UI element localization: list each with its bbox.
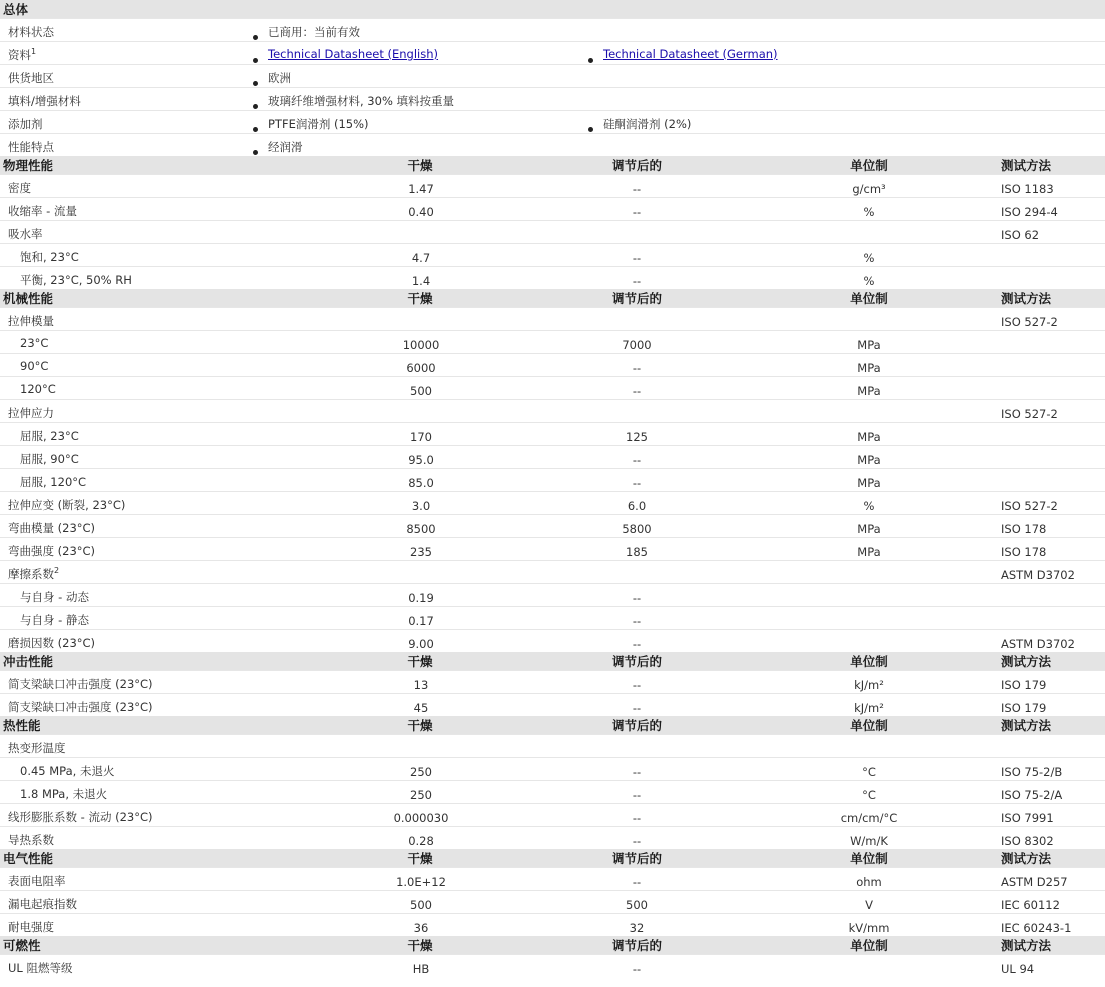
value-conditioned: -- [632,361,642,375]
value-conditioned: -- [632,205,642,219]
property-label [8,873,66,889]
column-dry: 干燥 [407,718,433,733]
column-test-method: 测试方法 [1001,938,1052,953]
value-test-method: ISO 179 [1001,701,1047,715]
property-label-text: 与自身 - 静态 [20,613,89,627]
value-test-method: ISO 294-4 [1001,205,1058,219]
property-label [8,203,77,219]
property-label-text: 耐电强度 [8,920,54,934]
value-unit: MPa [857,338,881,352]
value-conditioned: -- [632,384,642,398]
property-label [8,809,153,825]
property-label [20,451,79,467]
bullet-dot [253,127,258,132]
value-conditioned: -- [632,765,642,779]
column-unit: 单位制 [850,291,888,306]
column-test-method: 测试方法 [1001,851,1052,866]
property-label [8,832,54,848]
section-title: 物理性能 [3,158,54,173]
property-label [8,24,54,40]
value-unit: % [863,274,875,288]
property-label-text: 导热系数 [8,833,54,847]
column-conditioned: 调节后的 [611,851,663,866]
value-conditioned: -- [632,678,642,692]
property-value: PTFE润滑剂 (15%) [268,117,369,131]
column-unit: 单位制 [850,654,888,669]
property-row [0,330,1105,354]
property-label-text: 表面电阻率 [8,874,66,888]
column-test-method: 测试方法 [1001,718,1052,733]
bullet-dot [253,35,258,40]
property-label [8,313,54,329]
property-label-text: 屈服, 23°C [20,429,79,443]
property-label [8,116,43,132]
property-label-text: 23°C [20,336,49,350]
property-label [20,763,114,779]
property-label [8,70,54,86]
value-unit: MPa [857,384,881,398]
property-label [20,249,79,265]
property-label-text: 添加剂 [8,117,43,131]
value-dry: 500 [410,384,432,398]
value-unit: MPa [857,361,881,375]
property-row [0,803,1105,827]
value-unit: °C [862,765,876,779]
value-conditioned: -- [632,453,642,467]
property-label [8,47,36,63]
property-row [0,826,1105,850]
property-label [20,382,56,396]
property-row [0,445,1105,469]
property-row [0,243,1105,267]
property-label [20,428,79,444]
section-header [0,849,1105,867]
value-dry: 13 [413,678,429,692]
property-row [0,353,1105,377]
general-row [0,64,1105,88]
section-header [0,156,1105,174]
property-label-text: 拉伸模量 [8,314,54,328]
value-unit: kV/mm [848,921,890,935]
property-row [0,468,1105,492]
column-conditioned: 调节后的 [611,718,663,733]
value-unit: ohm [856,875,882,889]
property-row [0,757,1105,781]
column-unit: 单位制 [850,158,888,173]
value-conditioned: -- [632,811,642,825]
value-conditioned: -- [632,476,642,490]
property-label-text: 90°C [20,359,49,373]
bullet-dot [253,58,258,63]
value-test-method: ISO 62 [1001,228,1040,242]
value-conditioned: -- [632,251,642,265]
value-unit: V [865,898,873,912]
value-conditioned: -- [632,182,642,196]
general-row [0,87,1105,111]
general-row [0,133,1105,157]
value-unit: °C [862,788,876,802]
bullet-dot [253,150,258,155]
property-row [0,491,1105,515]
column-dry: 干燥 [407,158,433,173]
value-test-method: UL 94 [1001,962,1035,976]
value-dry: 235 [410,545,432,559]
property-value: 玻璃纤维增强材料, 30% 填料按重量 [268,94,455,108]
value-dry: 0.000030 [393,811,449,825]
property-label-text: 吸水率 [8,227,43,241]
section-header [0,652,1105,670]
datasheet-link[interactable]: Technical Datasheet (English) [268,47,439,61]
value-unit: MPa [857,545,881,559]
value-unit: cm/cm/°C [840,811,898,825]
property-value: 已商用：当前有效 [268,25,360,39]
property-label-text: 材料状态 [8,25,54,39]
property-row [0,399,1105,423]
property-row [0,197,1105,221]
value-test-method: ISO 527-2 [1001,407,1058,421]
property-label [20,272,132,288]
property-label-text: 屈服, 90°C [20,452,79,466]
value-test-method: ISO 8302 [1001,834,1054,848]
property-value: 欧洲 [268,71,291,85]
bullet-dot [588,58,593,63]
bullet-dot [253,104,258,109]
value-conditioned: -- [632,788,642,802]
property-label [8,635,95,651]
property-value: 硅酮润滑剂 (2%) [603,117,692,131]
value-dry: 0.40 [408,205,434,219]
value-conditioned: 7000 [622,338,652,352]
value-test-method: ASTM D3702 [1001,568,1075,582]
property-row [0,560,1105,584]
property-row [0,670,1105,694]
value-unit: MPa [857,522,881,536]
property-label-text: 摩擦系数 [8,567,54,581]
value-dry: 8500 [406,522,436,536]
value-conditioned: -- [632,875,642,889]
property-row [0,693,1105,717]
property-row [0,174,1105,198]
property-label-text: 1.8 MPa, 未退火 [20,787,108,801]
column-unit: 单位制 [850,938,888,953]
property-row [0,734,1105,758]
section-header-general [0,0,1105,18]
value-dry: 500 [410,898,432,912]
property-label-text: 简支梁缺口冲击强度 (23°C) [8,700,153,714]
property-label-text: 0.45 MPa, 未退火 [20,764,115,778]
property-label-text: 供货地区 [8,71,54,85]
property-label-text: 弯曲模量 (23°C) [8,521,96,535]
property-label [8,180,31,196]
property-row [0,629,1105,653]
value-unit: g/cm³ [852,182,886,196]
section-title: 热性能 [3,718,41,733]
property-label [8,676,153,692]
property-label-text: 拉伸应力 [8,406,54,420]
value-test-method: ISO 179 [1001,678,1047,692]
value-dry: 0.17 [408,614,434,628]
property-label-text: 热变形温度 [8,741,66,755]
property-label [20,589,89,605]
general-row [0,18,1105,42]
value-test-method: ISO 178 [1001,522,1047,536]
value-test-method: ASTM D257 [1001,875,1068,889]
section-title: 冲击性能 [3,654,54,669]
value-test-method: ISO 527-2 [1001,315,1058,329]
property-label-text: 平衡, 23°C, 50% RH [20,273,132,287]
value-conditioned: -- [632,701,642,715]
value-conditioned: -- [632,614,642,628]
value-dry: 1.0E+12 [396,875,446,889]
property-label [8,960,72,976]
value-dry: 170 [410,430,432,444]
property-row [0,266,1105,290]
value-dry: 1.4 [411,274,431,288]
property-row [0,376,1105,400]
property-label [8,543,95,559]
column-conditioned: 调节后的 [611,654,663,669]
property-row [0,867,1105,891]
property-label [8,566,59,582]
property-label-text: 120°C [20,382,56,396]
property-row [0,780,1105,804]
property-label [20,612,89,628]
property-label [20,474,86,490]
property-label [8,93,81,109]
property-label-text: 饱和, 23°C [20,250,79,264]
property-label [20,359,48,373]
value-dry: 45 [413,701,429,715]
value-test-method: IEC 60243-1 [1001,921,1072,935]
value-conditioned: 185 [626,545,648,559]
property-label-text: 拉伸应变 (断裂, 23°C) [8,498,126,512]
column-unit: 单位制 [850,718,888,733]
property-row [0,422,1105,446]
column-dry: 干燥 [407,938,433,953]
column-unit: 单位制 [850,851,888,866]
column-conditioned: 调节后的 [611,938,663,953]
property-label-text: 弯曲强度 (23°C) [8,544,96,558]
property-label-text: UL 阻燃等级 [8,961,73,975]
property-label [8,520,95,536]
property-label-text: 漏电起痕指数 [8,897,77,911]
property-label [20,336,48,350]
property-label [8,699,153,715]
value-dry: 9.00 [408,637,434,651]
property-label [8,896,77,912]
value-dry: 1.47 [408,182,434,196]
value-conditioned: -- [632,962,642,976]
property-row [0,913,1105,937]
property-label [8,226,43,242]
value-unit: MPa [857,453,881,467]
property-label-text: 密度 [8,181,31,195]
property-row [0,606,1105,630]
value-conditioned: -- [632,591,642,605]
column-test-method: 测试方法 [1001,291,1052,306]
section-header [0,936,1105,954]
value-test-method: IEC 60112 [1001,898,1060,912]
value-dry: HB [412,962,430,976]
property-label-text: 屈服, 120°C [20,475,87,489]
value-dry: 3.0 [411,499,431,513]
value-dry: 85.0 [408,476,434,490]
value-dry: 4.7 [411,251,431,265]
section-header [0,289,1105,307]
column-conditioned: 调节后的 [611,158,663,173]
value-unit: MPa [857,476,881,490]
value-unit: MPa [857,430,881,444]
section-header [0,716,1105,734]
footnote-marker: 1 [31,47,37,57]
value-dry: 0.19 [408,591,434,605]
property-row [0,220,1105,244]
value-conditioned: -- [632,274,642,288]
property-label-text: 线形膨胀系数 - 流动 (23°C) [8,810,153,824]
property-label-text: 性能特点 [8,140,54,154]
property-label-text: 简支梁缺口冲击强度 (23°C) [8,677,153,691]
property-row [0,954,1105,978]
property-label-text: 磨损因数 (23°C) [8,636,96,650]
general-row [0,41,1105,65]
bullet-dot [253,81,258,86]
value-dry: 0.28 [408,834,434,848]
column-conditioned: 调节后的 [611,291,663,306]
property-row [0,307,1105,331]
section-title: 电气性能 [3,851,54,866]
value-test-method: ISO 527-2 [1001,499,1058,513]
property-label-text: 资料 [8,48,31,62]
column-test-method: 测试方法 [1001,654,1052,669]
property-row [0,583,1105,607]
property-label [8,740,66,756]
section-title: 机械性能 [3,291,54,306]
general-row [0,110,1105,134]
property-value: 经润滑 [268,140,303,154]
bullet-dot [588,127,593,132]
property-row [0,537,1105,561]
value-unit: % [863,499,875,513]
value-unit: kJ/m² [854,701,884,715]
section-title: 总体 [3,2,29,17]
property-label [8,405,54,421]
value-dry: 36 [413,921,429,935]
property-label-text: 填料/增强材料 [8,94,81,108]
value-conditioned: 5800 [622,522,652,536]
property-label-text: 收缩率 - 流量 [8,204,77,218]
section-title: 可燃性 [3,938,41,953]
value-test-method: ISO 1183 [1001,182,1054,196]
column-dry: 干燥 [407,291,433,306]
value-test-method: ISO 178 [1001,545,1047,559]
value-conditioned: 32 [629,921,645,935]
value-conditioned: 500 [626,898,648,912]
value-unit: kJ/m² [854,678,884,692]
value-test-method: ISO 75-2/A [1001,788,1063,802]
value-dry: 250 [410,765,432,779]
property-label [8,919,54,935]
column-dry: 干燥 [407,851,433,866]
property-row [0,514,1105,538]
value-unit: % [863,251,875,265]
value-unit: % [863,205,875,219]
value-conditioned: -- [632,834,642,848]
value-dry: 10000 [402,338,440,352]
value-test-method: ISO 75-2/B [1001,765,1063,779]
property-label [8,139,54,155]
value-conditioned: 125 [626,430,648,444]
property-row [0,890,1105,914]
value-test-method: ISO 7991 [1001,811,1054,825]
value-unit: W/m/K [850,834,888,848]
column-dry: 干燥 [407,654,433,669]
value-test-method: ASTM D3702 [1001,637,1075,651]
value-dry: 6000 [406,361,436,375]
property-label-text: 与自身 - 动态 [20,590,89,604]
value-conditioned: -- [632,637,642,651]
property-label [8,497,125,513]
value-dry: 250 [410,788,432,802]
value-conditioned: 6.0 [627,499,647,513]
value-dry: 95.0 [408,453,434,467]
datasheet-link[interactable]: Technical Datasheet (German) [603,47,778,61]
footnote-marker: 2 [54,566,60,576]
column-test-method: 测试方法 [1001,158,1052,173]
property-label [20,786,107,802]
